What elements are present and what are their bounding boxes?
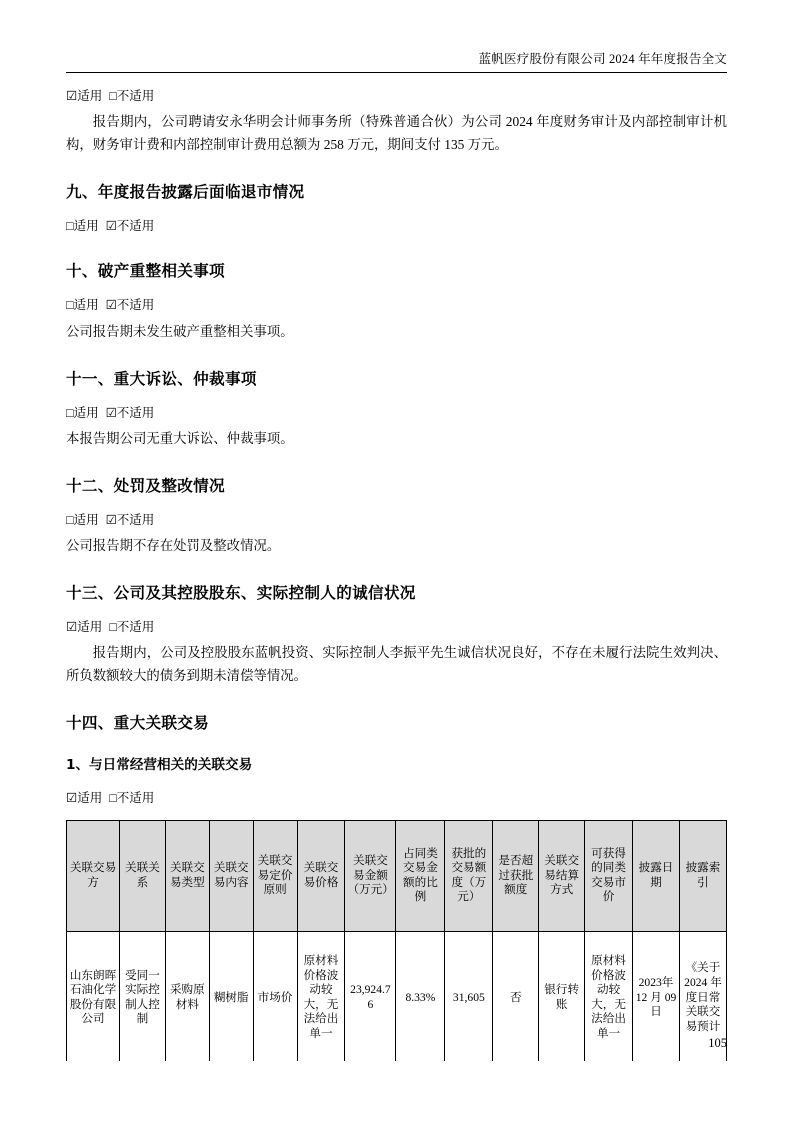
running-header: 蓝帆医疗股份有限公司 2024 年年度报告全文 (478, 52, 727, 66)
label-not-applicable: 不适用 (116, 790, 155, 805)
cell-approved-quota: 31,605 (445, 931, 493, 1061)
applicability-audit (66, 87, 727, 105)
cell-transaction-type: 采购原材料 (165, 931, 209, 1061)
applicability-12 (66, 511, 727, 529)
col-header-approved-quota: 获批的交易额度（万元） (445, 820, 493, 931)
label-not-applicable: 不适用 (116, 512, 155, 527)
checkbox-applicable[interactable]: □ (66, 405, 74, 420)
checkbox-not-applicable[interactable]: □ (109, 790, 117, 805)
label-applicable: 适用 (77, 790, 103, 805)
checkbox-not-applicable-checked[interactable]: ☑ (105, 405, 117, 420)
checkbox-not-applicable-checked[interactable]: ☑ (105, 219, 117, 234)
checkbox-applicable[interactable]: □ (66, 219, 74, 234)
cell-exceeds-quota: 否 (493, 931, 539, 1061)
section-body-10: 公司报告期未发生破产重整相关事项。 (66, 323, 294, 339)
col-header-transaction-amount: 关联交易金额（万元） (345, 820, 396, 931)
checkbox-applicable-checked[interactable]: ☑ (66, 620, 78, 635)
col-header-transaction-content: 关联交易内容 (209, 820, 253, 931)
cell-relationship: 受同一实际控制人控制 (120, 931, 166, 1061)
col-header-market-price: 可获得的同类交易市价 (585, 820, 633, 931)
section-heading-9: 九、年度报告披露后面临退市情况 (66, 183, 305, 202)
cell-proportion: 8.33% (396, 931, 445, 1061)
col-header-related-party: 关联交易方 (67, 820, 120, 931)
col-header-settlement-method: 关联交易结算方式 (539, 820, 585, 931)
col-header-exceeds-quota: 是否超过获批额度 (493, 820, 539, 931)
cell-pricing-principle: 市场价 (253, 931, 297, 1061)
label-applicable: 适用 (77, 89, 103, 103)
subsection-heading-14-1: 1、与日常经营相关的关联交易 (66, 757, 253, 774)
label-not-applicable: 不适用 (116, 219, 155, 234)
cell-transaction-content: 糊树脂 (209, 931, 253, 1061)
section-heading-11: 十一、重大诉讼、仲裁事项 (66, 369, 257, 388)
header-rule (66, 72, 727, 73)
applicability-14-1 (66, 789, 727, 807)
label-applicable: 适用 (73, 405, 99, 420)
label-applicable: 适用 (73, 219, 99, 234)
checkbox-applicable[interactable]: □ (66, 298, 74, 313)
checkbox-applicable-checked[interactable]: ☑ (66, 790, 78, 805)
cell-transaction-amount: 23,924.76 (345, 931, 396, 1061)
section-body-13: 报告期内，公司及控股股东蓝帆投资、实际控制人李振平先生诚信状况良好，不存在未履行法院生效判决、所负数额较大的债务到期未清偿等情况。 (66, 645, 727, 684)
related-party-transactions-table (66, 820, 727, 1061)
applicability-13 (66, 618, 727, 636)
applicability-11 (66, 404, 727, 422)
label-not-applicable: 不适用 (116, 620, 155, 635)
label-applicable: 适用 (73, 298, 99, 313)
cell-transaction-price: 原材料价格波动较大，无法给出单一 (297, 931, 345, 1061)
label-applicable: 适用 (77, 620, 103, 635)
col-header-disclosure-index: 披露索引 (679, 820, 726, 931)
applicability-10 (66, 296, 727, 314)
table-row (67, 931, 727, 1061)
applicability-9 (66, 217, 727, 235)
label-not-applicable: 不适用 (116, 298, 155, 313)
section-heading-13: 十三、公司及其控股股东、实际控制人的诚信状况 (66, 584, 416, 603)
cell-market-price: 原材料价格波动较大，无法给出单一 (585, 931, 633, 1061)
checkbox-not-applicable[interactable]: □ (109, 89, 117, 103)
section-heading-14: 十四、重大关联交易 (66, 714, 210, 733)
page-number: 105 (708, 1036, 727, 1050)
related-party-table-wrapper (66, 820, 727, 1061)
col-header-transaction-type: 关联交易类型 (165, 820, 209, 931)
label-not-applicable: 不适用 (116, 89, 155, 103)
checkbox-not-applicable[interactable]: □ (109, 620, 117, 635)
label-not-applicable: 不适用 (116, 405, 155, 420)
checkbox-not-applicable-checked[interactable]: ☑ (105, 512, 117, 527)
checkbox-applicable-checked[interactable]: ☑ (66, 89, 78, 103)
section-heading-10: 十、破产重整相关事项 (66, 262, 225, 281)
cell-related-party: 山东朗晖石油化学股份有限公司 (67, 931, 120, 1061)
cell-settlement-method: 银行转账 (539, 931, 585, 1061)
section-body-12: 公司报告期不存在处罚及整改情况。 (66, 538, 281, 553)
checkbox-applicable[interactable]: □ (66, 512, 74, 527)
col-header-relationship: 关联关系 (120, 820, 166, 931)
col-header-disclosure-date: 披露日期 (633, 820, 680, 931)
section-body-11: 本报告期公司无重大诉讼、仲裁事项。 (66, 430, 294, 446)
label-applicable: 适用 (73, 512, 99, 527)
col-header-transaction-price: 关联交易价格 (297, 820, 345, 931)
cell-disclosure-date: 2023年 12 月 09 日 (633, 931, 680, 1061)
col-header-proportion: 占同类交易金额的比例 (396, 820, 445, 931)
checkbox-not-applicable-checked[interactable]: ☑ (105, 298, 117, 313)
section-heading-12: 十二、处罚及整改情况 (66, 476, 225, 495)
col-header-pricing-principle: 关联交易定价原则 (253, 820, 297, 931)
table-header-row (67, 820, 727, 931)
cell-disclosure-index: 《关于 2024 年度日常关联交易预计 (679, 931, 726, 1061)
audit-paragraph: 报告期内，公司聘请安永华明会计师事务所（特殊普通合伙）为公司 2024 年度财务审计及内部控制审计机构，财务审计费和内部控制审计费用总额为 258 万元，期间支付 135 万元。 (66, 114, 727, 153)
